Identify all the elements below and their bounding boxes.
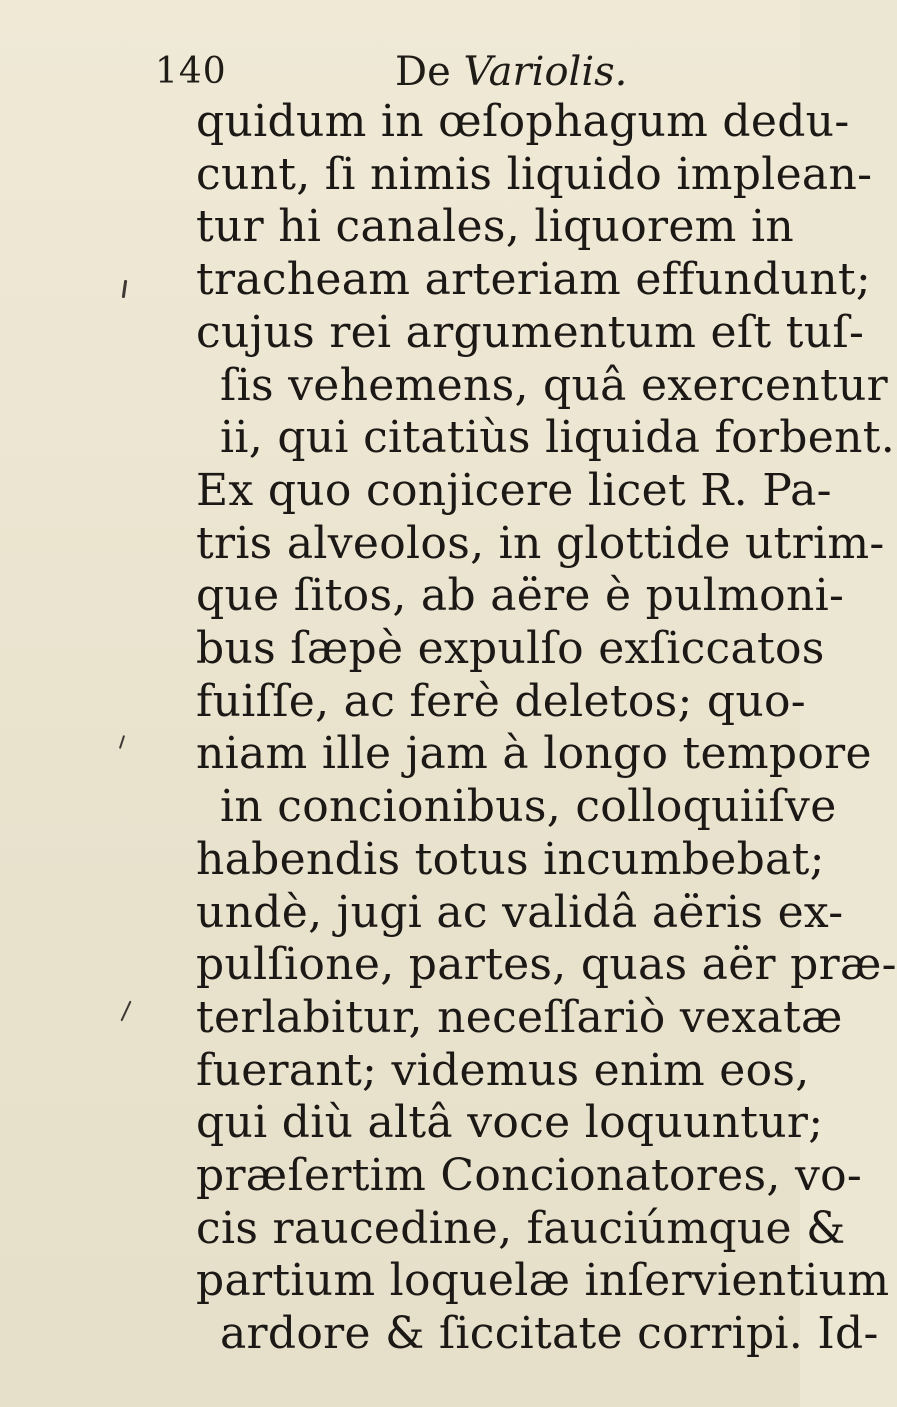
text-line: ſis vehemens, quâ exercentur [220,359,888,411]
text-line: bus ſæpè expulſo exſiccatos [196,623,825,675]
text-line: niam ille jam à longo tempore [196,728,872,780]
page-header [155,42,675,102]
text-line: cujus rei argumentum eſt tuſ- [196,306,865,358]
text-line: pulſione, partes, quas aër præ- [196,939,897,991]
text-line: cunt, ſi nimis liquido implean- [196,148,873,200]
text-line: tracheam arteriam effundunt; [196,254,871,306]
text-line: ii, qui citatiùs liquida forbent. [220,412,895,464]
running-head [395,42,627,102]
margin-mark [119,735,125,749]
body-text [196,96,897,1361]
text-line: que ſitos, ab aëre è pulmoni- [196,570,845,622]
running-head-prefix: De [395,49,464,95]
text-line: ardore & ſiccitate corripi. Id- [220,1308,879,1360]
text-line: partium loquelæ inſervientium [196,1255,890,1307]
running-head-title: Variolis. [463,49,628,95]
text-line: qui diù altâ voce loquuntur; [196,1097,824,1149]
text-line: cis raucedine, fauciúmque & [196,1202,846,1254]
text-line: quidum in œſophagum dedu- [196,96,850,147]
text-line: in concionibus, colloquiiſve [220,781,837,833]
text-line: tur hi canales, liquorem in [196,201,794,253]
margin-mark [120,1001,131,1022]
text-line: fuerant; videmus enim eos, [196,1044,810,1096]
text-line: præſertim Concionatores, vo- [196,1150,863,1202]
page-number: 140 [155,51,227,92]
text-line: tris alveolos, in glottide utrim- [196,517,885,569]
text-line: Ex quo conjicere licet R. Pa- [196,464,832,516]
text-line: habendis totus incumbebat; [196,833,825,885]
margin-mark [122,280,127,298]
text-line: fuiſſe, ac ferè deletos; quo- [196,675,806,727]
text-line: undè, jugi ac validâ aëris ex- [196,886,844,938]
text-line: terlabitur, neceſſariò vexatæ [196,991,843,1043]
